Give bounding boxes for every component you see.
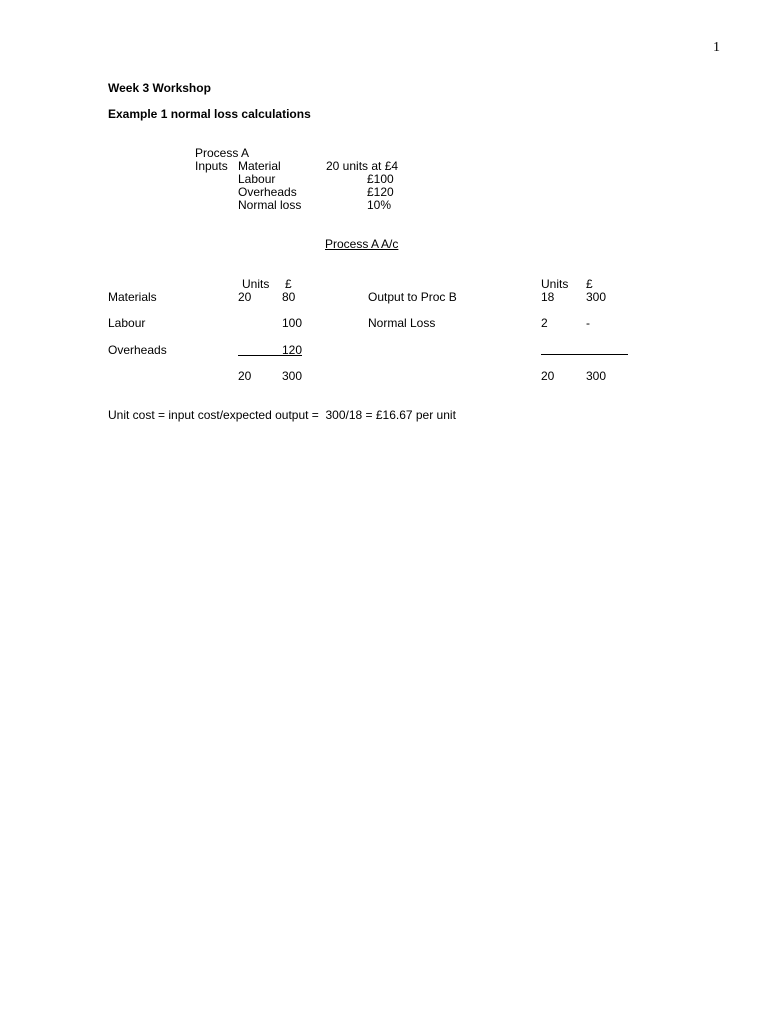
credit-label-output: Output to Proc B: [368, 290, 457, 304]
inputs-label: Inputs: [195, 159, 228, 173]
debit-subtotal-rule: [238, 355, 302, 356]
credit-units-output: 18: [541, 290, 555, 304]
credit-subtotal-rule: [541, 354, 628, 355]
credit-total-units: 20: [541, 369, 555, 383]
input-item-normal-loss: Normal loss: [238, 198, 302, 212]
debit-amount-labour: 100: [282, 316, 303, 330]
input-value-normal-loss: 10%: [367, 198, 392, 212]
page-subheading: Example 1 normal loss calculations: [108, 107, 311, 121]
unit-cost-text: Unit cost = input cost/expected output = 300/18 = £16.67 per unit: [108, 408, 456, 422]
debit-amount-header: £: [285, 277, 292, 291]
debit-units-header: Units: [242, 277, 270, 291]
input-item-overheads: Overheads: [238, 185, 297, 199]
debit-amount-overheads: 120: [282, 343, 303, 357]
input-item-material: Material: [238, 159, 281, 173]
debit-amount-materials: 80: [282, 290, 296, 304]
credit-label-normal-loss: Normal Loss: [368, 316, 436, 330]
debit-label-overheads: Overheads: [108, 343, 167, 357]
debit-total-units: 20: [238, 369, 252, 383]
input-value-labour: £100: [367, 172, 394, 186]
debit-units-materials: 20: [238, 290, 252, 304]
input-item-labour: Labour: [238, 172, 276, 186]
page-number: 1: [713, 40, 720, 55]
credit-amount-header: £: [586, 277, 593, 291]
debit-label-labour: Labour: [108, 316, 146, 330]
input-value-material: 20 units at £4: [326, 159, 399, 173]
debit-label-materials: Materials: [108, 290, 157, 304]
credit-amount-normal-loss: -: [586, 316, 590, 330]
credit-total-amount: 300: [586, 369, 607, 383]
credit-units-normal-loss: 2: [541, 316, 548, 330]
credit-units-header: Units: [541, 277, 569, 291]
input-value-overheads: £120: [367, 185, 394, 199]
page-heading: Week 3 Workshop: [108, 81, 211, 95]
credit-amount-output: 300: [586, 290, 607, 304]
account-title: Process A A/c: [325, 237, 399, 251]
process-label: Process A: [195, 146, 250, 160]
debit-total-amount: 300: [282, 369, 303, 383]
